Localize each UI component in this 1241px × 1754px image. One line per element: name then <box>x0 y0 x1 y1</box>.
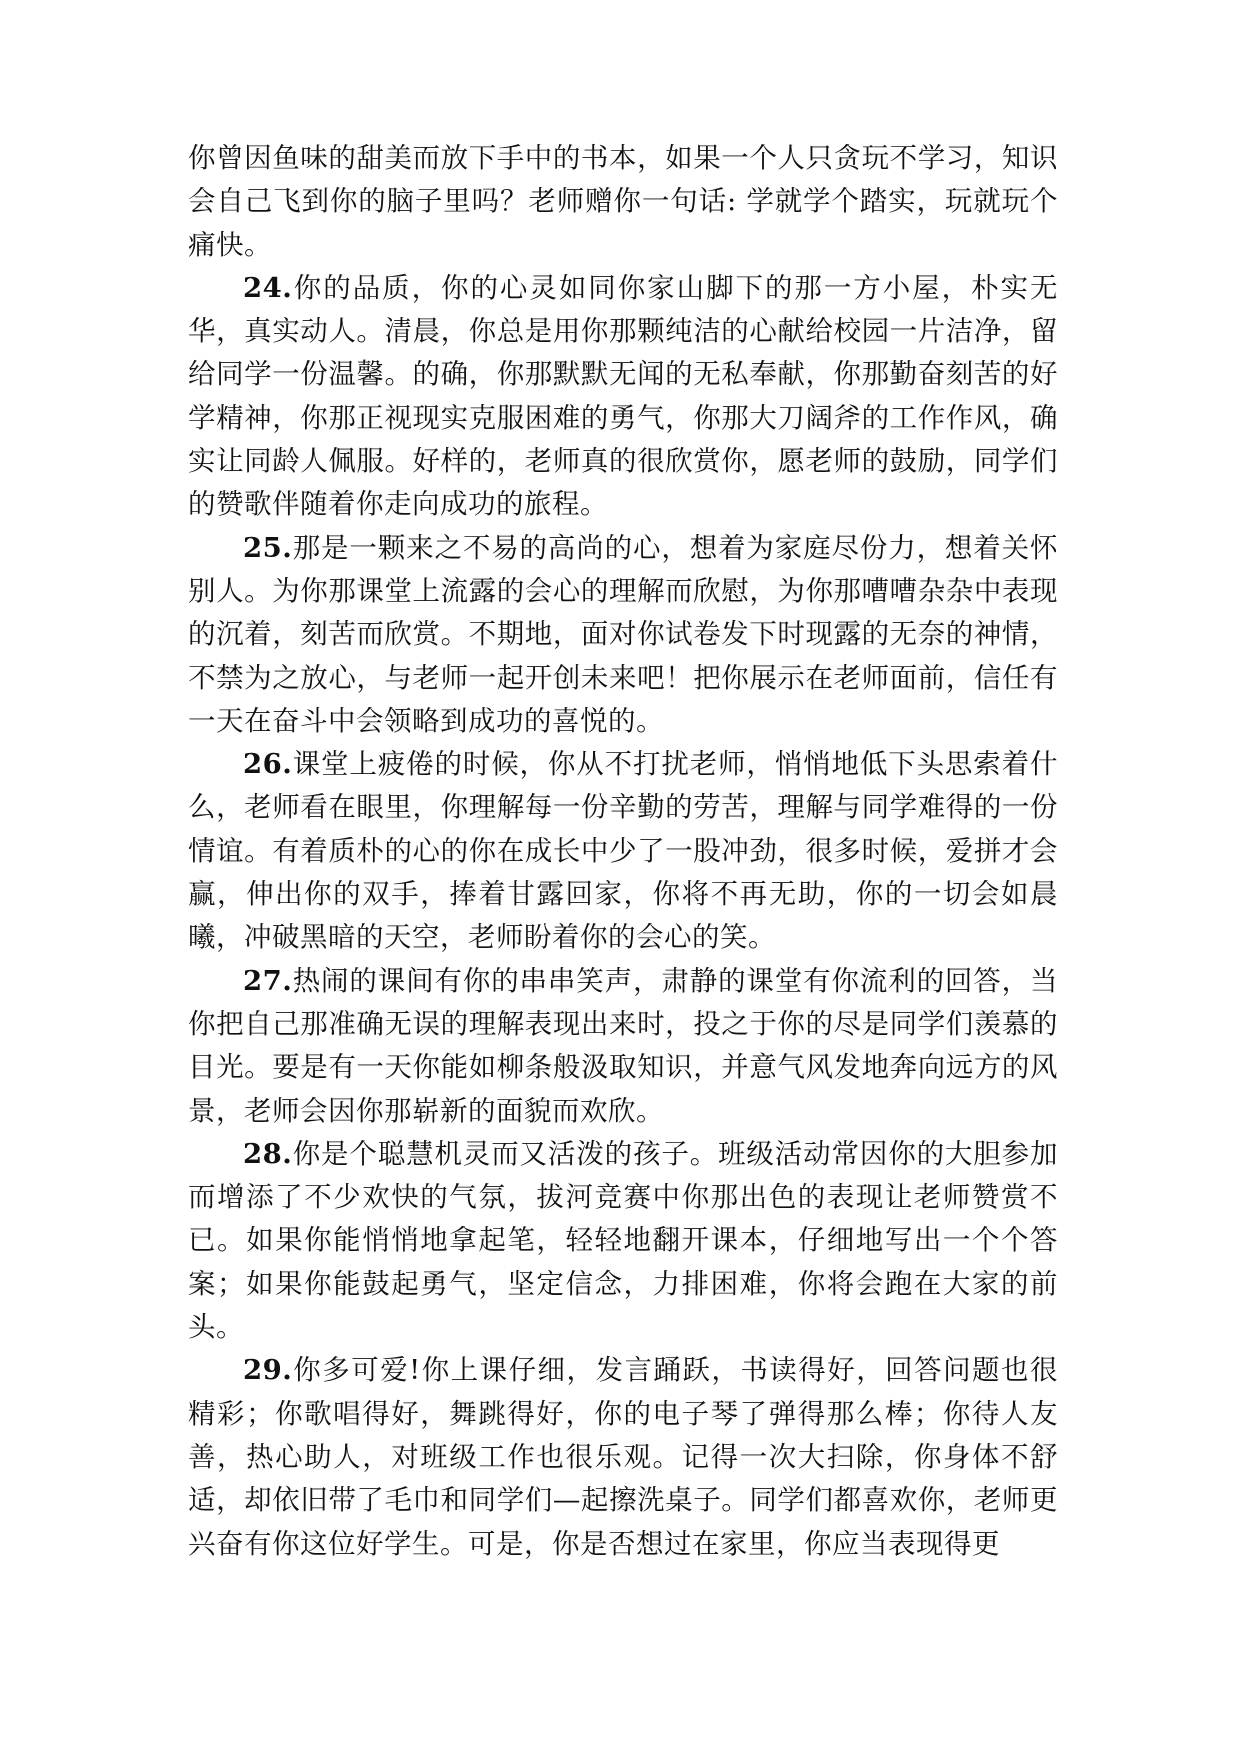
paragraph-number: 25. <box>243 531 293 564</box>
paragraph-24 <box>188 267 1058 527</box>
paragraph-number: 28. <box>243 1137 293 1170</box>
paragraph-number: 26. <box>243 748 293 781</box>
paragraph-text: 你曾因鱼味的甜美而放下手中的书本，如果一个人只贪玩不学习，知识会自己飞到你的脑子里吗？老师赠你一句话: 学就学个踏实，玩就玩个痛快。 <box>188 142 1058 261</box>
paragraph-number: 29. <box>243 1354 293 1387</box>
paragraph-text: 你是个聪慧机灵而又活泼的孩子。班级活动常因你的大胆参加而增添了不少欢快的气氛，拔河竞赛中你那出色的表现让老师赞赏不已。如果你能悄悄地拿起笔，轻轻地翻开课本，仔细地写出一个个答案；如果你能鼓起勇气，坚定信念，力排困难，你将会跑在大家的前头。 <box>188 1137 1058 1344</box>
paragraph-text: 热闹的课间有你的串串笑声，肃静的课堂有你流利的回答，当你把自己那准确无误的理解表现出来时，投之于你的尽是同学们羡慕的目光。要是有一天你能如柳条般汲取知识，并意气风发地奔向远方的风景，老师会因你那崭新的面貌而欢欣。 <box>188 964 1058 1127</box>
document-page <box>188 137 1058 1566</box>
paragraph-27 <box>188 960 1058 1133</box>
paragraph-text: 你多可爱!你上课仔细，发言踊跃，书读得好，回答问题也很精彩；你歌唱得好，舞跳得好，你的电子琴了弹得那么棒；你待人友善，热心助人，对班级工作也很乐观。记得一次大扫除，你身体不舒适，却依旧带了毛巾和同学们—起擦洗桌子。同学们都喜欢你，老师更兴奋有你这位好学生。可是，你是否想过在家里，你应当表现得更 <box>188 1354 1058 1560</box>
paragraph-28 <box>188 1133 1058 1349</box>
paragraph-29 <box>188 1349 1058 1565</box>
paragraph-continued <box>188 137 1058 267</box>
paragraph-text: 课堂上疲倦的时候，你从不打扰老师，悄悄地低下头思索着什么，老师看在眼里，你理解每一份辛勤的劳苦，理解与同学难得的一份情谊。有着质朴的心的你在成长中少了一股冲劲，很多时候，爱拼才会赢，伸出你的双手，捧着甘露回家，你将不再无助，你的一切会如晨曦，冲破黑暗的天空，老师盼着你的会心的笑。 <box>188 748 1058 954</box>
paragraph-number: 24. <box>243 271 293 304</box>
paragraph-text: 那是一颗来之不易的高尚的心，想着为家庭尽份力，想着关怀别人。为你那课堂上流露的会心的理解而欣慰，为你那嘈嘈杂杂中表现的沉着，刻苦而欣赏。不期地，面对你试卷发下时现露的无奈的神情，不禁为之放心，与老师一起开创未来吧！把你展示在老师面前，信任有一天在奋斗中会领略到成功的喜悦的。 <box>188 531 1058 737</box>
paragraph-25 <box>188 527 1058 743</box>
paragraph-text: 你的品质，你的心灵如同你家山脚下的那一方小屋，朴实无华，真实动人。清晨，你总是用你那颗纯洁的心献给校园一片洁净，留给同学一份温馨。的确，你那默默无闻的无私奉献，你那勤奋刻苦的好学精神，你那正视现实克服困难的勇气，你那大刀阔斧的工作作风，确实让同龄人佩服。好样的，老师真的很欣赏你，愿老师的鼓励，同学们的赞歌伴随着你走向成功的旅程。 <box>188 271 1058 521</box>
paragraph-26 <box>188 743 1058 959</box>
paragraph-number: 27. <box>243 964 293 997</box>
